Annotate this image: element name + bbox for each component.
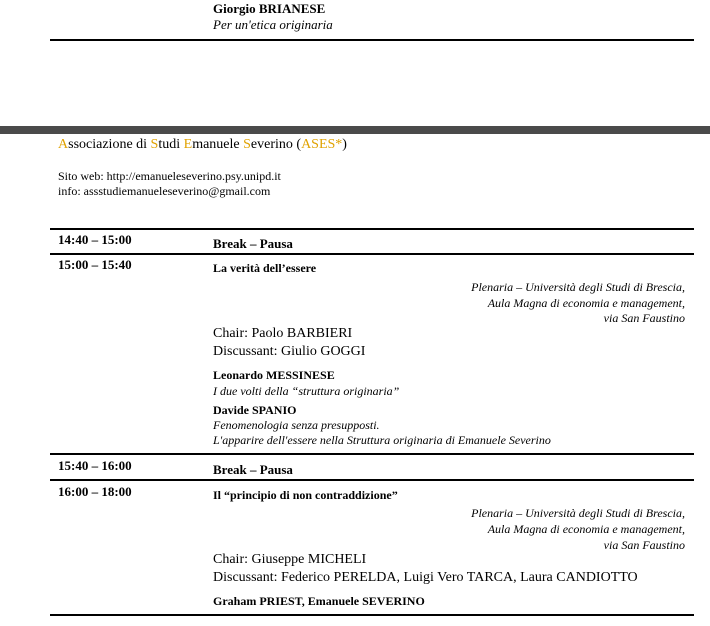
top-talk-title: Per un'etica originaria xyxy=(213,17,333,32)
session1-rule xyxy=(50,453,694,455)
talk2-title-2: L'apparire dell'essere nella Struttura originaria di Emanuele Severino xyxy=(213,433,551,447)
session1-title: La verità dell’essere xyxy=(213,261,317,275)
session2-venue-2: Aula Magna di economia e management, xyxy=(487,522,685,536)
assoc-rest-s: tudi xyxy=(158,137,184,152)
session2-chair: Chair: Giuseppe MICHELI xyxy=(213,552,367,567)
talk1-title: I due volti della “struttura originaria” xyxy=(213,384,400,398)
assoc-rest-e: manuele xyxy=(192,137,244,152)
assoc-close: ) xyxy=(342,137,347,152)
association-name xyxy=(58,136,347,153)
break2-time: 15:40 – 16:00 xyxy=(58,458,132,473)
talk2-speaker: Davide SPANIO xyxy=(213,403,297,417)
assoc-acronym: ASES* xyxy=(301,137,343,152)
session2-title: Il “principio di non contraddizione” xyxy=(213,488,398,502)
assoc-rest-a: ssociazione di xyxy=(68,137,151,152)
assoc-rest-s2: everino ( xyxy=(250,137,302,152)
top-divider xyxy=(50,39,694,41)
assoc-cap-a: A xyxy=(58,137,69,152)
assoc-cap-s2: S xyxy=(243,137,251,152)
schedule-top-rule xyxy=(50,228,694,230)
session2-discussant: Discussant: Federico PERELDA, Luigi Vero TARCA, Laura CANDIOTTO xyxy=(213,570,638,585)
talk1-speaker: Leonardo MESSINESE xyxy=(213,368,335,382)
break1-rule xyxy=(50,253,694,255)
session2-rule xyxy=(50,614,694,616)
break1-label: Break – Pausa xyxy=(213,236,293,251)
session1-venue-1: Plenaria – Università degli Studi di Brescia, xyxy=(471,280,685,294)
session1-discussant: Discussant: Giulio GOGGI xyxy=(213,344,366,359)
association-info: info: assstudiemanueleseverino@gmail.com xyxy=(58,184,271,198)
session2-venue-3: via San Faustino xyxy=(603,538,685,552)
session1-venue-2: Aula Magna di economia e management, xyxy=(487,296,685,310)
session1-time: 15:00 – 15:40 xyxy=(58,257,132,272)
break2-label: Break – Pausa xyxy=(213,462,293,477)
session2-venue-1: Plenaria – Università degli Studi di Brescia, xyxy=(471,506,685,520)
top-author: Giorgio BRIANESE xyxy=(213,1,326,16)
section-band xyxy=(0,126,710,134)
talk2-title-1: Fenomenologia senza presupposti. xyxy=(213,418,380,432)
association-site: Sito web: http://emanueleseverino.psy.unipd.it xyxy=(58,169,281,183)
session2-time: 16:00 – 18:00 xyxy=(58,484,132,499)
session2-speakers: Graham PRIEST, Emanuele SEVERINO xyxy=(213,594,425,608)
session1-chair: Chair: Paolo BARBIERI xyxy=(213,326,353,341)
assoc-cap-s: S xyxy=(150,137,159,152)
session1-venue-3: via San Faustino xyxy=(603,311,685,325)
break2-rule xyxy=(50,479,694,481)
break1-time: 14:40 – 15:00 xyxy=(58,232,132,247)
assoc-cap-e: E xyxy=(183,137,193,152)
